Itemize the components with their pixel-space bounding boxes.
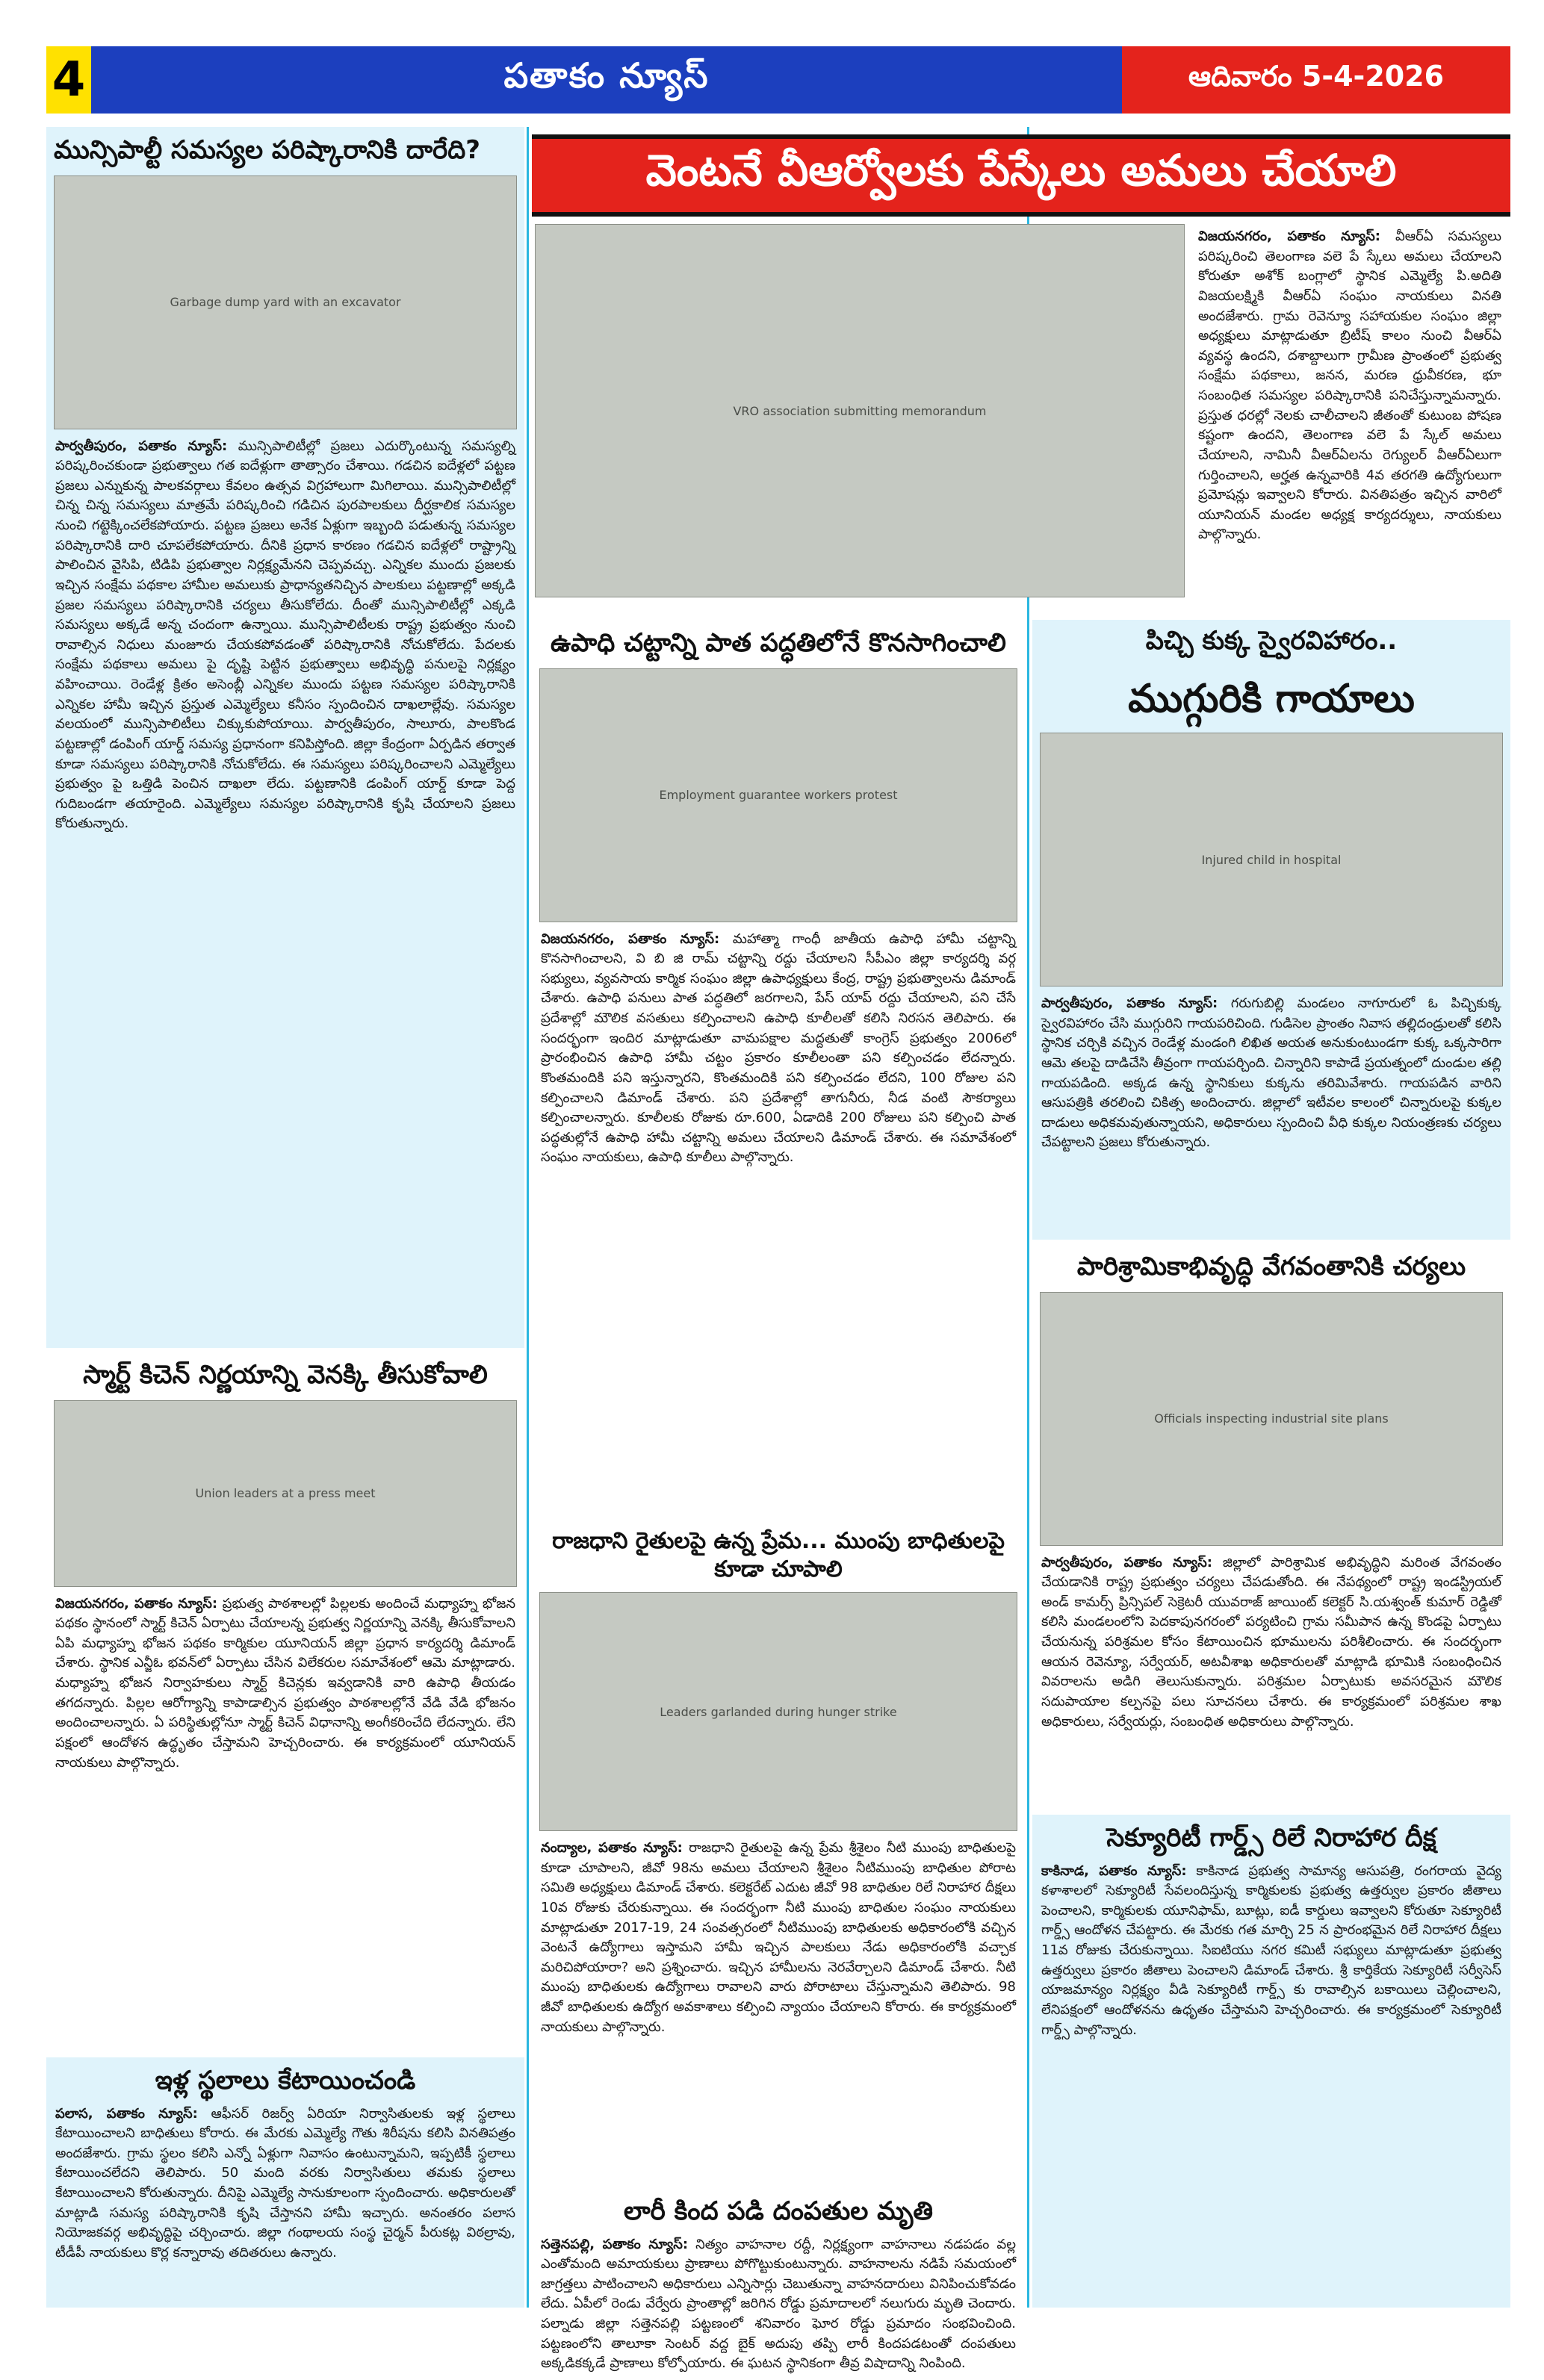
article-text: మున్సిపాలిటీల్లో ప్రజలు ఎదుర్కొంటున్న సమస్యల్ని పరిష్కరించకుండా ప్రభుత్వాలు గత ఐదేళ్లుగా తాత్సారం చేశాయి. గడచిన ఐదేళ్లలో పట్టణ ప్రజలు ఎన్నుకున్న పాలకవర్గాలు కేవలం ఉత్సవ విగ్రహాలుగా మిగిలాయి. మున్సిపాలిటీల్లో చిన్న చిన్న సమస్యలు మాత్రమే పరిష్కరించి గడిచిన పురపాలకులు దీర్ఘకాలిక సమస్యల నుంచి గట్టెక్కించలేకపోయారు. పట్టణ ప్రజలు అనేక ఏళ్లుగా ఇబ్బంది పడుతున్న సమస్యల పరిష్కారానికి దారి చూపలేకపోయారు. దీనికి ప్రధాన కారణం గడచిన ఐదేళ్లలో రాష్ట్రాన్ని పాలించిన వైసిపి, టిడిపి ప్రభుత్వాల నిర్లక్ష్యమేనని చెప్పవచ్చు. ఎన్నికల ముందు ప్రజలకు ఇచ్చిన సంక్షేమ పథకాల హామీల అమలుకు ప్రాధాన్యతనిచ్చిన పాలకులు పట్టణాల్లో అక్కడి ప్రజల సమస్యలు పరిష్కారానికి చర్యలు తీసుకోలేదు. దీంతో మున్సిపాలిటీల్లో ఎక్కడి సమస్యలు అక్కడే అన్న చందంగా ఉన్నాయి. మున్సిపాలిటీలకు రాష్ట్ర ప్రభుత్వం నుంచి రావాల్సిన నిధులు మంజూరు చేయకపోవడంతో పరిష్కారానికి నోచుకోలేదు. పేదలకు సంక్షేమ పథకాలు అమలు పై దృష్టి పెట్టిన ప్రభుత్వాలు అభివృద్ధి పనులపై నిర్లక్ష్యం వహించాయి. రెండేళ్ల క్రితం అసెంబ్లీ ఎన్నికల ముందు పట్టణ సమస్యల పరిష్కారానికి ఎన్నికల హామీ ఇచ్చిన ప్రస్తుత ఎమ్మెల్యేలు కనీసం స్పందించిన దాఖలాల్లేవు. సమస్యల వలయంలో మున్సిపాలిటీలు చిక్కుకుపోయాయి. పార్వతీపురం, సాలూరు, పాలకొండ పట్టణాల్లో డంపింగ్ యార్డ్ సమస్య ప్రధానంగా కనిపిస్తోంది. జిల్లా కేంద్రంగా ఏర్పడిన తర్వాత కూడా సమస్యలు పరిష్కారానికి నోచుకోలేదు. ఈ సమస్యలు పరిష్కరించాలని ఎమ్మెల్యేలు ప్రభుత్వం పై ఒత్తిడి పెంచిన దాఖలా లేదు. పట్టణానికి డంపింగ్ యార్డ్ కూడా పెద్ద గుదిబండగా తయారైంది. ఎమ్మెల్యేలు సమస్యల పరిష్కారానికి కృషి చేయాలని ప్రజలు కోరుతున్నారు. [55, 438, 515, 832]
article-text: నిత్యం వాహనాల రద్దీ, నిర్లక్ష్యంగా వాహనాలు నడపడం వల్ల ఎంతోమంది అమాయకులు ప్రాణాలు పోగొట్టుకుంటున్నారు. వాహనాలను నడిపే సమయంలో జాగ్రత్తలు పాటించాలని అధికారులు ఎన్నిసార్లు చెబుతున్నా వాహనదారులు వినిపించుకోవడం లేదు. ఏపీలో రెండు వేర్వేరు ప్రాంతాల్లో జరిగిన రోడ్డు ప్రమాదాలలో నలుగురు మృతి చెందారు. పల్నాడు జిల్లా సత్తెనపల్లి పట్టణంలో శనివారం ఘోర రోడ్డు ప్రమాదం సంభవించింది. పట్టణంలోని తాలూకా సెంటర్ వద్ద బైక్ అదుపు తప్పి లారీ కిందపడటంతో దంపతులు అక్కడికక్కడే ప్రాణాలు కోల్పోయారు. ఈ ఘటన స్థానికంగా తీవ్ర విషాదాన్ని నింపింది. [541, 2236, 1016, 2372]
headline: ముగ్గురికి గాయాలు [1128, 677, 1415, 721]
photo-caption: VRO association submitting memorandum [733, 403, 987, 418]
story-industrial [1032, 1243, 1510, 1811]
photo-caption: Employment guarantee workers protest [659, 788, 898, 802]
article-body [46, 1591, 524, 1780]
edition-date: ఆదివారం 5-4-2026 [1122, 46, 1510, 114]
news-photo [1040, 1292, 1503, 1546]
story-security-guards [1032, 1815, 1510, 2308]
story-capital-farmers [532, 1520, 1025, 2184]
article-body [1032, 1859, 1510, 2047]
article-text: మహాత్మా గాంధీ జాతీయ ఉపాధి హామీ చట్టాన్ని కొనసాగించాలని, వి బి జి రామ్ చట్టాన్ని రద్దు చేయాలని సీపీఎం జిల్లా కార్యదర్శి వర్గ సభ్యులు, వ్యవసాయ కార్మిక సంఘం జిల్లా ఉపాధ్యక్షులు కేంద్ర, రాష్ట్ర ప్రభుత్వాలను డిమాండ్ చేశారు. ఉపాధి పనులు పాత పద్ధతిలో జరగాలని, పేస్ యాప్ రద్దు చేయాలని, పని చేసే ప్రదేశాల్లో మౌలిక వసతులు కల్పించాలని ఉపాధి కూలీలతో కలిసి నిరసన తెలిపారు. ఈ సందర్భంగా ఇందిర మాట్లాడుతూ వామపక్షాల మద్దతుతో కాంగ్రెస్ ప్రభుత్వం 2006లో ప్రారంభించిన ఉపాధి హామీ చట్టం ప్రకారం కూలీలంతా పని కల్పించడం లేదన్నారు. కొంతమందికి పని ఇస్తున్నారని, కొంతమందికి పని కల్పించడం లేదని, 100 రోజుల పని కల్పించాలని డిమాండ్ చేశారు. పని ప్రదేశాల్లో తాగునీరు, నీడ వంటి సౌకర్యాలు కల్పించాలన్నారు. కూలీలకు రోజుకు రూ.600, ఏడాదికి 200 రోజులు పని కల్పించి పాత పద్ధతుల్లోనే ఉపాధి హామీ చట్టాన్ని అమలు చేయాలని డిమాండ్ చేశారు. ఈ సమావేశంలో సంఘం నాయకులు, ఉపాధి కూలీలు పాల్గొన్నారు. [541, 930, 1016, 1166]
story-upadhi [532, 620, 1025, 1516]
news-photo [539, 1592, 1017, 1831]
dateline: పార్వతీపురం, పతాకం న్యూస్: [55, 438, 228, 454]
news-photo [1040, 733, 1503, 987]
dateline: విజయనగరం, పతాకం న్యూస్: [541, 930, 720, 947]
article-text: రాజధాని రైతులపై ఉన్న ప్రేమ శ్రీశైలం నీటి ముంపు బాధితులపై కూడా చూపాలని, జీవో 98ను అమలు చేయాలని శ్రీశైలం నీటిముంపు బాధితుల పోరాట సమితి అధ్యక్షులు డిమాండ్ చేశారు. కలెక్టరేట్ ఎదుట జీవో 98 బాధితుల రిలే నిరాహార దీక్షలు 10వ రోజుకు చేరుకున్నాయి. ఈ సందర్భంగా నీటి ముంపు బాధితుల సంఘం నాయకులు మాట్లాడుతూ 2017-19, 24 సంవత్సరంలో నీటిముంపు బాధితులకు అధికారంలోకి వచ్చిన వెంటనే ఉద్యోగాలు ఇస్తామని హామీ ఇచ్చిన పాలకులు నేడు అధికారంలోకి వచ్చాక మరిచిపోయారా? అని ప్రశ్నించారు. ఇచ్చిన హామీలను నెరవేర్చాలని డిమాండ్ చేశారు. నీటి ముంపు బాధితులకు ఉద్యోగాలు రావాలని వారు పోరాటాలు చేస్తున్నామని తెలిపారు. 98 జీవో బాధితులకు ఉద్యోగ అవకాశాలు కల్పించి న్యాయం చేయాలని కోరారు. ఈ కార్యక్రమంలో నాయకులు పాల్గొన్నారు. [541, 1840, 1017, 2035]
article-text: వీఆర్ఏ సమస్యలు పరిష్కరించి తెలంగాణ వలె పే స్కేలు అమలు చేయాలని కోరుతూ అశోక్ బంగ్లాలో స్థానిక ఎమ్మెల్యే పి.అదితి విజయలక్ష్మికి వీఆర్ఏ సంఘం నాయకులు వినతి అందజేశారు. గ్రామ రెవెన్యూ సహాయకుల సంఘం జిల్లా అధ్యక్షులు మాట్లాడుతూ బ్రిటీష్ కాలం నుంచి వీఆర్ఏ వ్యవస్థ ఉందని, దశాబ్దాలుగా గ్రామీణ ప్రాంతంలో ప్రభుత్వ సంక్షేమ పథకాలు, జనన, మరణ ధ్రువీకరణ, భూ సంబంధిత సమస్యల పరిష్కారానికి పనిచేస్తున్నామన్నారు. ప్రస్తుత ధరల్లో నెలకు చాలీచాలని జీతంతో కుటుంబ పోషణ కష్టంగా ఉందని, తెలంగాణ వలె పే స్కేల్ అమలు చేయాలని, నామినీ వీఆర్ఏలను రెగ్యులర్ వీఆర్ఏలుగా గుర్తించాలని, అర్హత ఉన్నవారికి 4వ తరగతి ఉద్యోగులుగా ప్రమోషన్లు ఇవ్వాలని కోరారు. వినతిపత్రం ఇచ్చిన వారిలో యూనియన్ మండల అధ్యక్ష కార్యదర్శులు, నాయకులు పాల్గొన్నారు. [1198, 229, 1501, 543]
left-column [46, 127, 524, 2308]
dateline: విజయనగరం, పతాకం న్యూస్: [1198, 229, 1380, 244]
article-text: ఆఫీసర్ రిజర్వ్ ఏరియా నిర్వాసితులకు ఇళ్ల స్థలాలు కేటాయించాలని బాధితులు కోరారు. ఈ మేరకు ఎమ్మెల్యే గౌతు శిరీషను కలిసి వినతిపత్రం అందజేశారు. గ్రామ స్థలం కలిసి ఎన్నో ఏళ్లుగా నివాసం ఉంటున్నామని, ఇప్పటికీ స్థలాలు కేటాయించలేదని తెలిపారు. 50 మంది వరకు నిర్వాసితులు తమకు స్థలాలు కేటాయించాలని కోరుతున్నారు. దీనిపై ఎమ్మెల్యే సానుకూలంగా స్పందించారు. అధికారులతో మాట్లాడి సమస్య పరిష్కారానికి కృషి చేస్తానని హామీ ఇచ్చారు. అనంతరం పలాస నియోజకవర్గ అభివృద్ధిపై చర్చించారు. జిల్లా గంథాలయ సంస్థ చైర్మన్ పీరుకట్ల విఠల్రావు, టీడీపీ నాయకులు కొర్ల కన్నారావు తదితరులు ఉన్నారు. [55, 2105, 515, 2261]
dateline: నంద్యాల, పతాకం న్యూస్: [541, 1840, 683, 1856]
kicker: పిచ్చి కుక్క స్వైరవిహారం.. [1145, 626, 1398, 656]
dateline: సత్తెనపల్లి, పతాకం న్యూస్: [541, 2236, 689, 2252]
article-body [532, 2232, 1025, 2380]
page-number: 4 [46, 46, 91, 114]
masthead [46, 46, 1510, 114]
headline: ఇళ్ల స్థలాలు కేటాయించండి [155, 2066, 416, 2095]
photo-caption: Garbage dump yard with an excavator [170, 295, 401, 309]
headline: పారిశ్రామికాభివృద్ధి వేగవంతానికి చర్యలు [1076, 1252, 1466, 1281]
photo-caption: Union leaders at a press meet [195, 1486, 376, 1500]
news-photo [54, 1400, 517, 1587]
article-text: జిల్లాలో పారిశ్రామిక అభివృద్ధిని మరింత వేగవంతం చేయడానికి రాష్ట్ర ప్రభుత్వం చర్యలు చేపడుతోంది. ఈ నేపథ్యంలో రాష్ట్ర ఇండస్ట్రియల్ అండ్ కామర్స్ ప్రిన్సిపల్ సెక్రెటరీ యువరాజ్ జాయింట్ కలెక్టర్ సి.యశ్వంత్ కుమార్ రెడ్డితో కలిసి మండలంలోని పెదకాపునగరంలో పర్యటించి గ్రామ సమీపాన ఉన్న కొండపై ఏర్పాటు చేయనున్న పరిశ్రమల కోసం కేటాయించిన భూములను పరిశీలించారు. ఈ సందర్భంగా ఆయన రెవెన్యూ, సర్వేయర్, అటవీశాఖ అధికారులతో మాట్లాడి భూమికి సంబంధించిన వివరాలను అడిగి తెలుసుకున్నారు. పరిశ్రమల ఏర్పాటుకు అవసరమైన మౌలిక సదుపాయాల కల్పనపై పలు సూచనలు చేశారు. ఈ కార్యక్రమంలో పరిశ్రమల శాఖ అధికారులు, సర్వేయర్లు, సంబంధిత అధికారులు పాల్గొన్నారు. [1041, 1554, 1501, 1730]
right-column [1032, 620, 1510, 2308]
headline: లారీ కింద పడి దంపతుల మృతి [623, 2196, 933, 2226]
headline: మున్సిపాల్టీ సమస్యల పరిష్కారానికి దారేది? [54, 135, 480, 165]
news-photo [539, 668, 1017, 922]
headline: స్మార్ట్ కిచెన్ నిర్ణయాన్ని వెనక్కి తీసుకోవాలి [83, 1360, 488, 1390]
headline: రాజధాని రైతులపై ఉన్న ప్రేమ... ముంపు బాధితులపై కూడా చూపాలి [552, 1528, 1005, 1582]
photo-caption: Injured child in hospital [1201, 852, 1342, 867]
dateline: పార్వతీపురం, పతాకం న్యూస్: [1041, 1554, 1212, 1570]
article-body [1032, 991, 1510, 1159]
article-body [532, 927, 1025, 1175]
story-house-sites [46, 2057, 524, 2308]
article-text: గరుగుబిల్లి మండలం నాగూరులో ఓ పిచ్చికుక్క స్వైరవిహారం చేసి ముగ్గురిని గాయపరిచింది. గుడిసెల ప్రాంతం నివాస తల్లిదండ్రులతో కలిసి స్థానిక చర్చికి వచ్చిన రెండేళ్ల మండంగి లిఖిత అయత అనుకుంటుండగా కుక్క ఒక్కసారిగా ఆమె తలపై దాడిచేసి తీవ్రంగా గాయపర్చింది. చిన్నారిని కాపాడే ప్రయత్నంలో దుండుల తల్లి గాయపడింది. అక్కడ ఉన్న స్థానికులు కుక్కను తరిమివేశారు. గాయపడిన వారిని ఆసుపత్రికి తరలించి చికిత్స అందించారు. జిల్లాలో ఇటీవల కాలంలో చిన్నారులపై కుక్కల దాడులు అధికమవుతున్నాయని, అధికారులు స్పందించి వీధి కుక్కల నియంత్రణకు చర్యలు చేపట్టాలని ప్రజలు కోరుతున్నారు. [1041, 995, 1501, 1151]
news-photo [535, 224, 1185, 597]
article-body [1189, 224, 1510, 609]
banner-headline: వెంటనే వీఆర్వోలకు పేస్కేలు అమలు చేయాలి [532, 134, 1510, 217]
article-body [46, 2101, 524, 2269]
article-text: కాకినాడ ప్రభుత్వ సామాన్య ఆసుపత్రి, రంగరాయ వైద్య కళాశాలలో సెక్యూరిటీ సేవలందిస్తున్న కార్మికులకు ప్రభుత్వ ఉత్తర్వుల ప్రకారం జీతాలు పెంచాలని, కార్మికులకు యూనిఫామ్, బూట్లు, ఐడీ కార్డులు ఇవ్వాలని కోరుతూ సెక్యూరిటీ గార్డ్స్ ఆందోళన చేపట్టారు. ఈ మేరకు గత మార్చి 25 న ప్రారంభమైన రిలే నిరాహార దీక్షలు 11వ రోజుకు చేరుకున్నాయి. సిఐటియు నగర కమిటీ సభ్యులు మాట్లాడుతూ ప్రభుత్వ ఉత్తర్వులు ప్రకారం జీతాలు పెంచాలని డిమాండ్ చేశారు. శ్రీ కార్తికేయ సెక్యూరిటీ సర్వీసెస్ యాజమాన్యం నిర్లక్ష్యం వీడి సెక్యూరిటీ గార్డ్స్ కు రావాల్సిన బకాయిలు చెల్లించాలని, లేనిపక్షంలో ఆందోళనను ఉధృతం చేస్తామని హెచ్చరించారు. ఈ కార్యక్రమంలో సెక్యూరిటీ గార్డ్స్ పాల్గొన్నారు. [1041, 1862, 1501, 2038]
dateline: విజయనగరం, పతాకం న్యూస్: [55, 1595, 218, 1612]
story-dog-bite [1032, 620, 1510, 1240]
story-municipality [46, 127, 524, 1348]
column-divider [527, 127, 529, 2308]
story-smart-kitchen [46, 1352, 524, 2054]
photo-caption: Officials inspecting industrial site plans [1154, 1411, 1389, 1426]
article-body [1032, 1550, 1510, 1739]
story-vro-pay-scale [532, 224, 1510, 612]
article-body [46, 434, 524, 841]
story-lorry-accident [532, 2188, 1025, 2372]
article-text: ప్రభుత్వ పాఠశాలల్లో పిల్లలకు అందించే మధ్యాహ్న భోజన పథకం స్థానంలో స్మార్ట్ కిచెన్ ఏర్పాటు చేయాలన్న ప్రభుత్వ నిర్ణయాన్ని వెనక్కి తీసుకోవాలని ఏపి మధ్యాహ్న భోజన పథకం కార్మికుల యూనియన్ జిల్లా ప్రధాన కార్యదర్శి డిమాండ్ చేశారు. స్థానిక ఎన్జీఓ భవన్‌లో ఏర్పాటు చేసిన విలేకరుల సమావేశంలో ఆమె మాట్లాడారు. మధ్యాహ్న భోజన నిర్వాహకులు స్మార్ట్ కిచెన్లకు ఇవ్వడానికి వారి ఉపాధి తీయడం తగదన్నారు. పిల్లల ఆరోగ్యాన్ని కాపాడాల్సిన ప్రభుత్వం పాఠశాలల్లోనే వేడి వేడి భోజనం అందించాలన్నారు. ఏ పరిస్థితుల్లోనూ స్మార్ట్ కిచెన్ విధానాన్ని అంగీకరించేది లేదన్నారు. లేని పక్షంలో ఆందోళన ఉద్ధృతం చేస్తామని హెచ్చరించారు. ఈ కార్యక్రమంలో యూనియన్ నాయకులు పాల్గొన్నారు. [55, 1595, 515, 1771]
dateline: కాకినాడ, పతాకం న్యూస్: [1041, 1862, 1187, 1879]
headline: సెక్యూరిటీ గార్డ్స్ రిలే నిరాహార దీక్ష [1106, 1823, 1436, 1853]
middle-column [532, 620, 1025, 2372]
photo-caption: Leaders garlanded during hunger strike [660, 1704, 897, 1719]
article-body [532, 1836, 1025, 2043]
news-photo [54, 175, 517, 429]
dateline: పార్వతీపురం, పతాకం న్యూస్: [1041, 995, 1218, 1011]
newspaper-title: పతాకం న్యూస్ [91, 46, 1122, 114]
headline: ఉపాధి చట్టాన్ని పాత పద్ధతిలోనే కొనసాగించాలి [551, 628, 1006, 658]
dateline: పలాస, పతాకం న్యూస్: [55, 2105, 198, 2122]
